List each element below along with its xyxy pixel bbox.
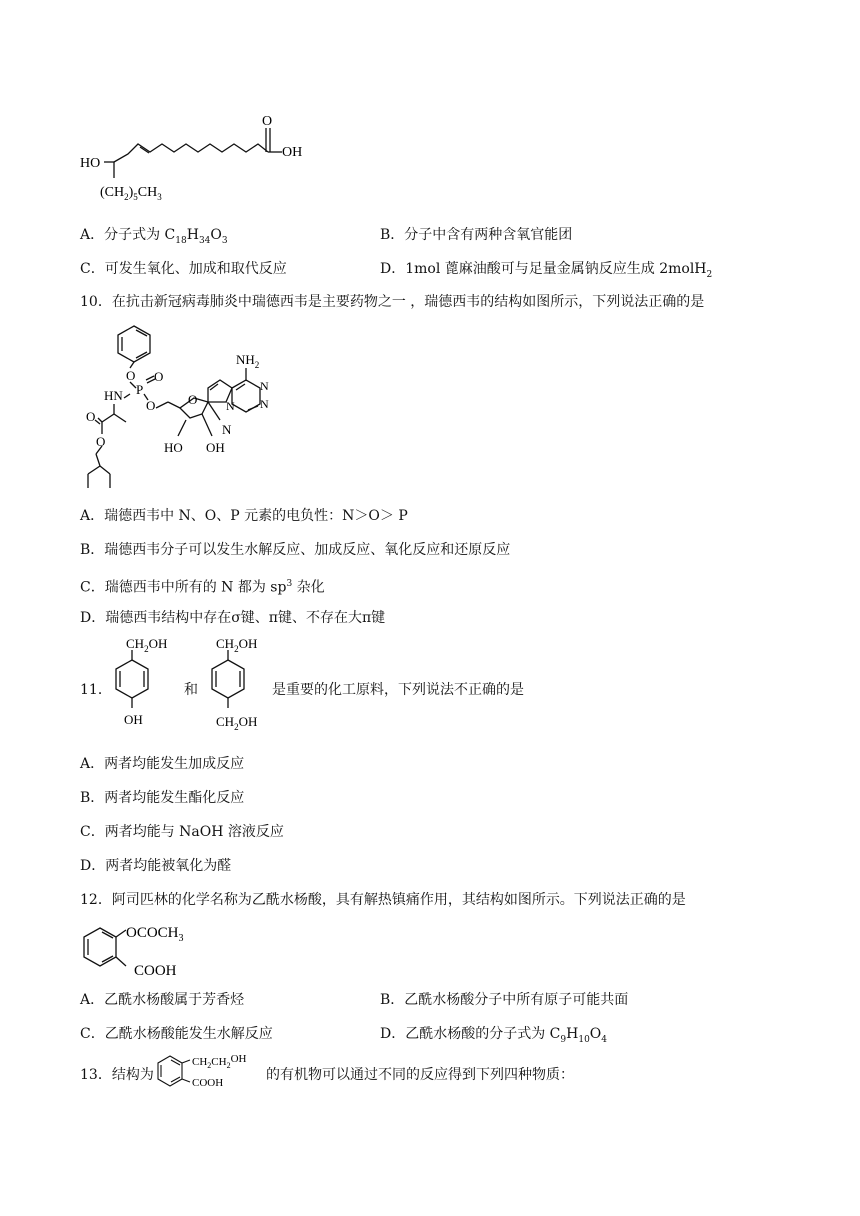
- q10-option-c: C．瑞德西韦中所有的 N 都为 $sp^3$ 杂化: [80, 579, 325, 596]
- q9-option-a: A．分子式为 $C_{18}H_{34}O_3$: [80, 227, 228, 246]
- ococh3-label: $OCOCH_3$: [126, 925, 184, 944]
- oh-label: OH: [282, 145, 303, 160]
- q11-number: 11．: [80, 682, 112, 698]
- o-p1: O: [154, 369, 164, 384]
- n-atom-1: N: [260, 379, 269, 393]
- q9-option-d: D．1mol 蓖麻油酸可与足量金属钠反应生成 2molH$_2$: [380, 261, 713, 280]
- q11-option-b: B．两者均能发生酯化反应: [80, 790, 245, 806]
- carbonyl-o: O: [262, 114, 273, 129]
- ch2ch2oh-label: $CH_2CH_2OH$: [192, 1053, 247, 1070]
- q12-option-b: B．乙酰水杨酸分子中所有原子可能共面: [380, 992, 629, 1008]
- n-atom-3: N: [226, 399, 235, 413]
- q10-option-d: D．瑞德西韦结构中存在σ键、π键、不存在大π键: [80, 610, 386, 626]
- q12-option-a: A．乙酰水杨酸属于芳香烃: [80, 992, 245, 1008]
- q10-stem: 10．在抗击新冠病毒肺炎中瑞德西韦是主要药物之一 ，瑞德西韦的结构如图所示，下列说法正确的是: [80, 294, 705, 310]
- q10-option-b: B．瑞德西韦分子可以发生水解反应、加成反应、氧化反应和还原反应: [80, 542, 511, 558]
- benzenedimethanol-structure: [200, 634, 280, 746]
- ch2oh-label: $CH_2OH$: [126, 636, 168, 654]
- cooh-label: COOH: [134, 963, 177, 979]
- q11-stem: 是重要的化工原料，下列说法不正确的是: [272, 682, 524, 698]
- n-atom-2: N: [260, 397, 269, 411]
- oh-bottom-label: OH: [124, 712, 143, 727]
- q9-option-b: B．分子中含有两种含氧官能团: [380, 227, 573, 243]
- ch2oh-top-label: $CH_2OH$: [216, 636, 258, 654]
- q12-stem: 12．阿司匹林的化学名称为乙酰水杨酸，具有解热镇痛作用，其结构如图所示。下列说法正确的是: [80, 892, 686, 908]
- hn-label: HN: [104, 388, 123, 403]
- cooh-label: COOH: [192, 1077, 224, 1089]
- ester-o1: O: [86, 409, 96, 424]
- q9-option-c: C．可发生氧化、加成和取代反应: [80, 261, 287, 277]
- q13-prefix: 13．结构为: [80, 1067, 154, 1083]
- q11-option-a: A．两者均能发生加成反应: [80, 756, 245, 772]
- oh-label: OH: [206, 440, 225, 455]
- ring-o: O: [188, 392, 198, 407]
- ester-o2: O: [96, 434, 106, 449]
- q13-suffix: 的有机物可以通过不同的反应得到下列四种物质：: [266, 1067, 574, 1083]
- q11-option-c: C．两者均能与 NaOH 溶液反应: [80, 824, 284, 840]
- q13-structure: [150, 1052, 266, 1092]
- o-ether: O: [126, 368, 136, 383]
- ho-label: HO: [164, 440, 183, 455]
- aspirin-structure: [76, 916, 216, 982]
- chain-label: $(CH_2)_5CH_3$: [100, 185, 162, 202]
- cn-n: N: [222, 422, 232, 437]
- q10-option-a: A．瑞德西韦中 N、O、P 元素的电负性：N＞O＞ P: [80, 508, 408, 524]
- ch2oh-bottom-label: $CH_2OH$: [216, 714, 258, 732]
- q11-and: 和: [184, 682, 198, 698]
- q12-option-d: D．乙酰水杨酸的分子式为 $C_9H_{10}O_4$: [380, 1026, 608, 1045]
- remdesivir-structure: [76, 318, 306, 496]
- o-p2: O: [146, 398, 156, 413]
- hydroxybenzyl-alcohol-structure: [108, 634, 178, 746]
- ricinoleic-acid-structure: [70, 108, 320, 210]
- ho-label: HO: [80, 156, 101, 171]
- nh2-label: $NH_2$: [236, 352, 260, 370]
- q12-option-c: C．乙酰水杨酸能发生水解反应: [80, 1026, 273, 1042]
- p-atom: P: [136, 382, 144, 397]
- q11-option-d: D．两者均能被氧化为醛: [80, 858, 232, 874]
